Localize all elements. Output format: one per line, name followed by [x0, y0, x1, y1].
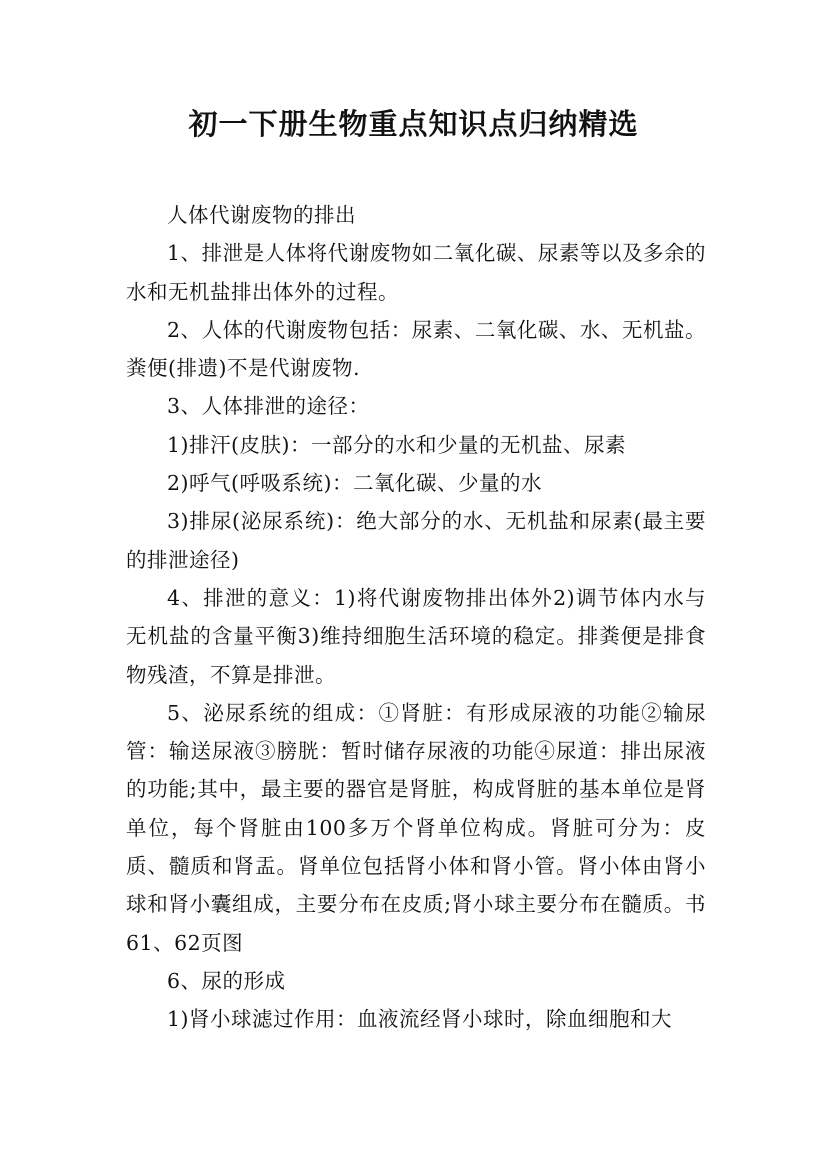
text-paragraph: 3、人体排泄的途径： — [167, 394, 370, 419]
text-paragraph: 5、泌尿系统的组成：①肾脏：有形成尿液的功能②输尿管：输送尿液③膀胱：暂时储存尿液的功能④尿道：排出尿液的功能;其中，最主要的器官是肾脏，构成肾脏的基本单位是肾单位，每个肾脏由100多万个肾单位构成。肾脏可分为：皮质、髓质和肾盂。肾单位包括肾小体和肾小管。肾小体由肾小球和肾小囊组成，主要分布在皮质;肾小球主要分布在髓质。书61、62页图 — [126, 700, 706, 955]
text-paragraph: 2、人体的代谢废物包括：尿素、二氧化碳、水、无机盐。粪便(排遗)不是代谢废物. — [126, 317, 706, 381]
page-title: 初一下册生物重点知识点归纳精选 — [188, 107, 639, 141]
text-paragraph: 1)肾小球滤过作用：血液流经肾小球时，除血细胞和大 — [167, 1007, 673, 1032]
section-heading-paragraph: 人体代谢废物的排出 — [167, 203, 356, 227]
text-paragraph: 4、排泄的意义：1)将代谢废物排出体外2)调节体内水与无机盐的含量平衡3)维持细胞生活环境的稳定。排粪便是排食物残渣，不算是排泄。 — [126, 585, 706, 687]
text-paragraph: 1、排泄是人体将代谢废物如二氧化碳、尿素等以及多余的水和无机盐排出体外的过程。 — [126, 241, 706, 304]
document-body — [126, 196, 706, 1039]
text-paragraph: 6、尿的形成 — [167, 968, 286, 993]
text-paragraph: 1)排汗(皮肤)：一部分的水和少量的无机盐、尿素 — [167, 432, 627, 457]
text-paragraph: 3)排尿(泌尿系统)：绝大部分的水、无机盐和尿素(最主要的排泄途径) — [126, 509, 706, 572]
text-paragraph: 2)呼气(呼吸系统)：二氧化碳、少量的水 — [167, 471, 543, 496]
